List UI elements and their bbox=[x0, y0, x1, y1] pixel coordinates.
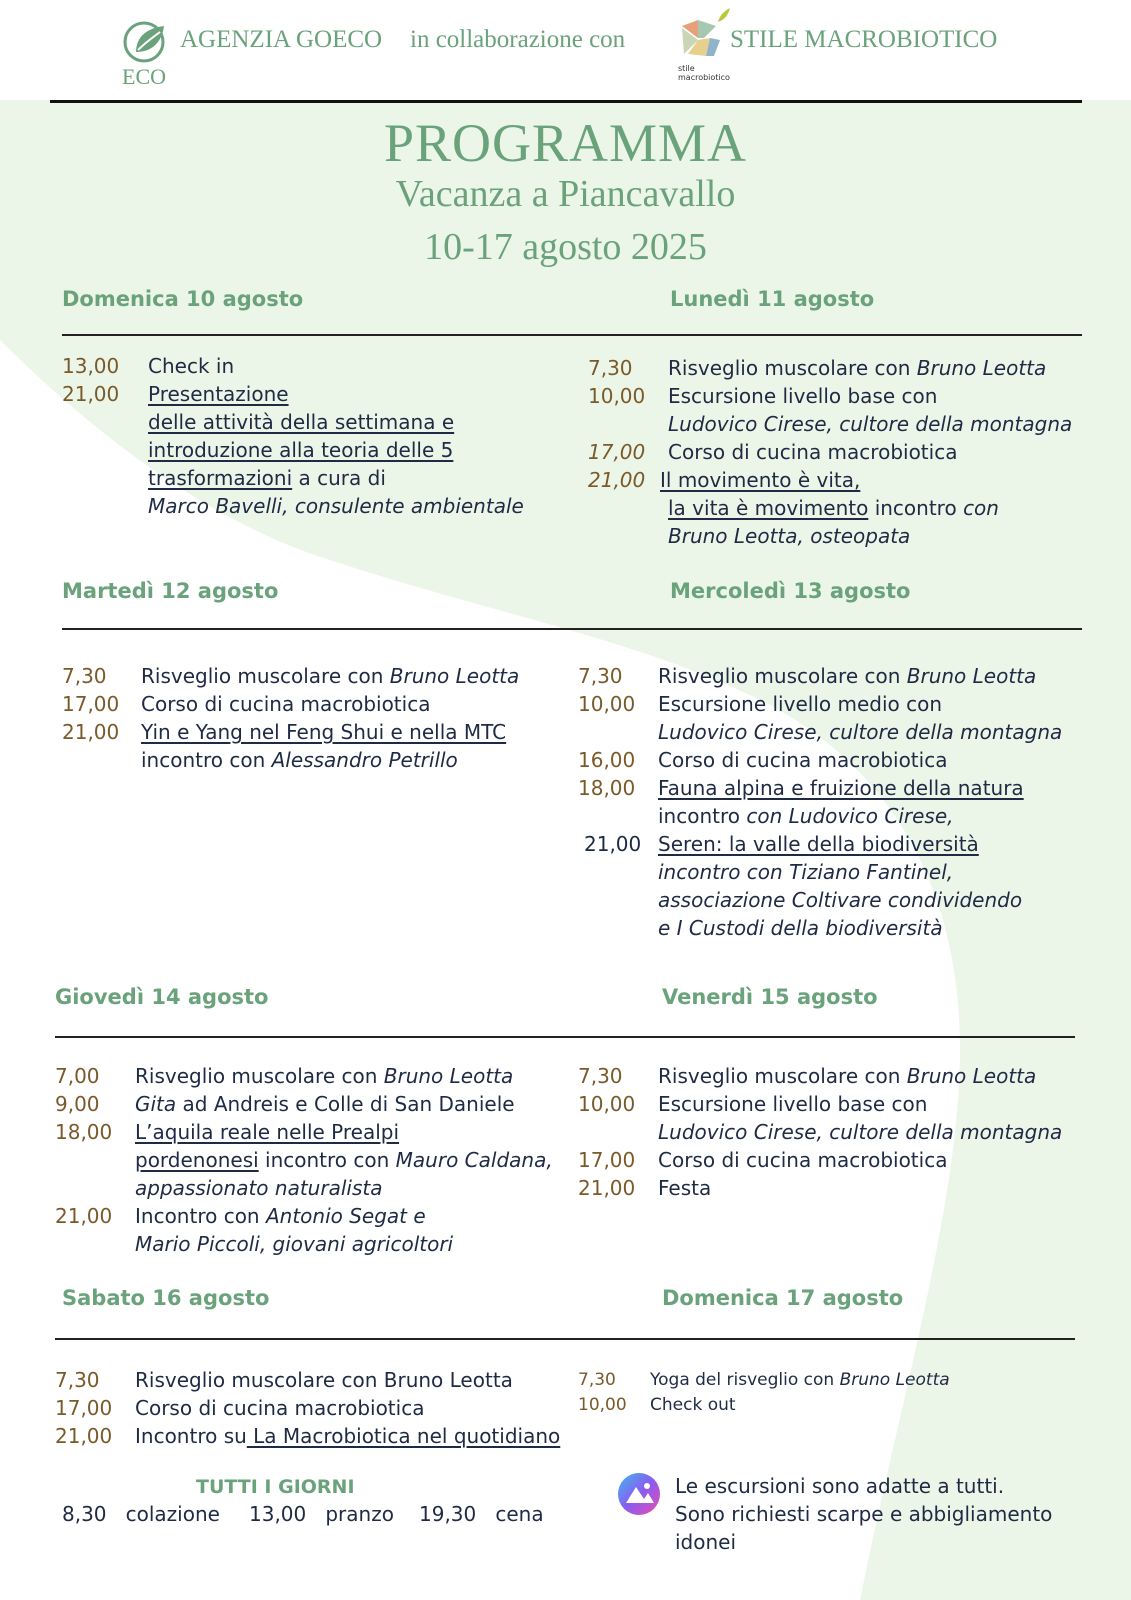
schedule-item-text: Incontro su La Macrobiotica nel quotidiano bbox=[135, 1424, 561, 1448]
schedule-item-text: incontro con Alessandro Petrillo bbox=[141, 748, 458, 772]
day-heading-d12: Martedì 12 agosto bbox=[62, 579, 279, 603]
schedule-item: 17,00 bbox=[588, 440, 646, 464]
schedule-item-text: Check out bbox=[650, 1395, 736, 1415]
schedule-item-text: pordenonesi incontro con Mauro Caldana, bbox=[135, 1148, 553, 1172]
schedule-item: 17,00 bbox=[55, 1396, 113, 1420]
schedule-item-text: Presentazione bbox=[148, 382, 289, 406]
schedule-item: 9,00 bbox=[55, 1092, 100, 1116]
schedule-item: 7,30 bbox=[578, 1370, 616, 1390]
schedule-item: 21,00 bbox=[55, 1424, 113, 1448]
stile-macrobiotico-logo-icon bbox=[676, 8, 732, 64]
day-heading-d14: Giovedì 14 agosto bbox=[55, 985, 269, 1009]
schedule-item-text: delle attività della settimana e bbox=[148, 410, 455, 434]
program-title: PROGRAMMA bbox=[383, 113, 748, 173]
schedule-item-text: Gita ad Andreis e Colle di San Daniele bbox=[135, 1092, 515, 1116]
schedule-item: 10,00 bbox=[578, 1395, 627, 1415]
schedule-item-text: Festa bbox=[658, 1176, 712, 1200]
schedule-item-text: Risveglio muscolare con Bruno Leotta bbox=[658, 1064, 1037, 1088]
section-divider bbox=[55, 1338, 1075, 1340]
schedule-item-text: appassionato naturalista bbox=[135, 1176, 383, 1200]
schedule-item-text: Escursione livello base con bbox=[658, 1092, 928, 1116]
schedule-item-text: Bruno Leotta, osteopata bbox=[668, 524, 911, 548]
program-dates: 10-17 agosto 2025 bbox=[424, 226, 707, 268]
day-heading-d10: Domenica 10 agosto bbox=[62, 287, 304, 311]
collaboration-text: in collaborazione con bbox=[410, 26, 626, 53]
stile-small-line1: stile bbox=[678, 64, 695, 73]
schedule-item-text: Escursione livello medio con bbox=[658, 692, 943, 716]
schedule-item: 18,00 bbox=[55, 1120, 113, 1144]
section-divider bbox=[62, 334, 1082, 336]
schedule-item: 10,00 bbox=[578, 1092, 636, 1116]
schedule-item: 7,30 bbox=[578, 664, 623, 688]
day-heading-d16: Sabato 16 agosto bbox=[62, 1286, 270, 1310]
schedule-item: 18,00 bbox=[578, 776, 636, 800]
goeco-leaf-icon bbox=[122, 16, 172, 66]
schedule-item-text: Seren: la valle della biodiversità bbox=[658, 832, 979, 856]
schedule-item-text: Ludovico Cirese, cultore della montagna bbox=[658, 1120, 1063, 1144]
schedule-item-text: Check in bbox=[148, 354, 235, 378]
schedule-item-text: incontro con Tiziano Fantinel, bbox=[658, 860, 954, 884]
schedule-item: 17,00 bbox=[62, 692, 120, 716]
schedule-item: 13,00 bbox=[62, 354, 120, 378]
schedule-item: 7,00 bbox=[55, 1064, 100, 1088]
meal-lunch: 13,00 pranzo bbox=[249, 1502, 394, 1526]
schedule-item: 21,00 bbox=[584, 832, 642, 856]
schedule-item-text: Il movimento è vita, bbox=[660, 468, 861, 492]
meal-dinner: 19,30 cena bbox=[419, 1502, 544, 1526]
schedule-item-text: Yin e Yang nel Feng Shui e nella MTC bbox=[141, 720, 507, 744]
schedule-item-text: Corso di cucina macrobiotica bbox=[135, 1396, 425, 1420]
schedule-item-text: Marco Bavelli, consulente ambientale bbox=[148, 494, 524, 518]
schedule-item-text: Yoga del risveglio con Bruno Leotta bbox=[650, 1370, 950, 1390]
meal-breakfast: 8,30 colazione bbox=[62, 1502, 220, 1526]
footer-note-line1: Le escursioni sono adatte a tutti. bbox=[675, 1474, 1005, 1498]
schedule-item-text: Corso di cucina macrobiotica bbox=[668, 440, 958, 464]
schedule-item-text: Ludovico Cirese, cultore della montagna bbox=[658, 720, 1063, 744]
footer-note-line2: Sono richiesti scarpe e abbigliamento bbox=[675, 1502, 1053, 1526]
program-subtitle: Vacanza a Piancavallo bbox=[395, 173, 736, 215]
schedule-item-text: Risveglio muscolare con Bruno Leotta bbox=[135, 1368, 513, 1392]
schedule-item-text: trasformazioni a cura di bbox=[148, 466, 386, 490]
schedule-item-text: Corso di cucina macrobiotica bbox=[658, 748, 948, 772]
schedule-item-text: Ludovico Cirese, cultore della montagna bbox=[668, 412, 1073, 436]
schedule-item-text: incontro con Ludovico Cirese, bbox=[658, 804, 954, 828]
schedule-item-text: Escursione livello base con bbox=[668, 384, 938, 408]
schedule-item: 21,00 bbox=[55, 1204, 113, 1228]
header-divider bbox=[50, 100, 1082, 103]
schedule-item-text: Corso di cucina macrobiotica bbox=[141, 692, 431, 716]
footer-note-line3: idonei bbox=[675, 1530, 737, 1554]
schedule-item: 10,00 bbox=[578, 692, 636, 716]
schedule-item-text: Fauna alpina e fruizione della natura bbox=[658, 776, 1024, 800]
day-heading-d13: Mercoledì 13 agosto bbox=[670, 579, 911, 603]
schedule-item-text: Mario Piccoli, giovani agricoltori bbox=[135, 1232, 454, 1256]
schedule-item: 16,00 bbox=[578, 748, 636, 772]
schedule-item: 21,00 bbox=[62, 720, 120, 744]
schedule-item: 7,30 bbox=[62, 664, 107, 688]
stile-small-line2: macrobiotico bbox=[678, 73, 730, 82]
schedule-item-text: Incontro con Antonio Segat e bbox=[135, 1204, 426, 1228]
schedule-item-text: Risveglio muscolare con Bruno Leotta bbox=[668, 356, 1047, 380]
schedule-item: 21,00 bbox=[62, 382, 120, 406]
schedule-item: 7,30 bbox=[588, 356, 633, 380]
mountain-badge-icon bbox=[617, 1472, 661, 1516]
schedule-item-text: Risveglio muscolare con Bruno Leotta bbox=[141, 664, 520, 688]
schedule-item: 10,00 bbox=[588, 384, 646, 408]
schedule-item-text: introduzione alla teoria delle 5 bbox=[148, 438, 454, 462]
day-heading-d11: Lunedì 11 agosto bbox=[670, 287, 875, 311]
agency-subtext: ECO bbox=[122, 64, 166, 89]
day-heading-d17: Domenica 17 agosto bbox=[662, 1286, 904, 1310]
schedule-item: 17,00 bbox=[578, 1148, 636, 1172]
schedule-item-text: la vita è movimento incontro con bbox=[668, 496, 999, 520]
schedule-item-text: associazione Coltivare condividendo bbox=[658, 888, 1023, 912]
schedule-item: 21,00 bbox=[588, 468, 646, 492]
schedule-item-text: Risveglio muscolare con Bruno Leotta bbox=[135, 1064, 514, 1088]
schedule-item: 7,30 bbox=[55, 1368, 100, 1392]
section-divider bbox=[62, 628, 1082, 630]
schedule-item: 21,00 bbox=[578, 1176, 636, 1200]
schedule-item-text: L’aquila reale nelle Prealpi bbox=[135, 1120, 400, 1144]
daily-meals-heading: TUTTI I GIORNI bbox=[196, 1476, 355, 1498]
section-divider bbox=[55, 1036, 1075, 1038]
schedule-item-text: Corso di cucina macrobiotica bbox=[658, 1148, 948, 1172]
schedule-item: 7,30 bbox=[578, 1064, 623, 1088]
schedule-item-text: e I Custodi della biodiversità bbox=[658, 916, 943, 940]
agency-name: AGENZIA GOECO bbox=[180, 26, 383, 53]
stile-macrobiotico-name: STILE MACROBIOTICO bbox=[730, 26, 998, 53]
schedule-item-text: Risveglio muscolare con Bruno Leotta bbox=[658, 664, 1037, 688]
day-heading-d15: Venerdì 15 agosto bbox=[662, 985, 878, 1009]
